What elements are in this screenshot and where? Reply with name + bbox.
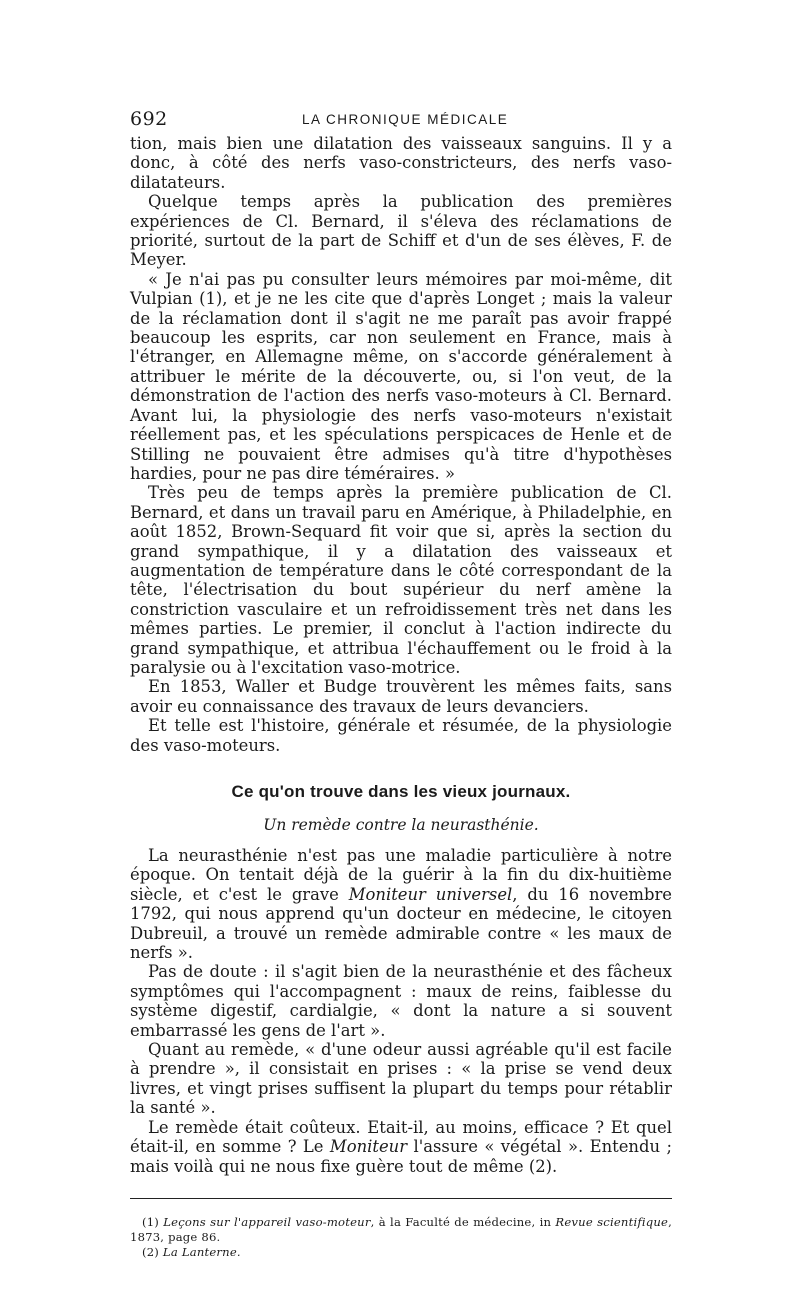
section-p1-text-b: , du 16 novembre 1792, qui nous apprend qu'un docteur en médecine, le citoyen Dubreuil, a trouvé un remède admirable contre « les maux de nerfs ». [130,884,672,963]
footnote-1-mid: , à la Faculté de médecine, in [370,1214,556,1229]
section-p1-italic: Moniteur universel [348,884,513,904]
paragraph-2: Quelque temps après la publication des premières expériences de Cl. Bernard, il s'éleva des réclamations de priorité, surtout de la part de Schiff et d'un de ses élèves, F. de Meyer. [130,192,672,270]
section-paragraph-1 [130,846,672,962]
paragraph-6: Et telle est l'histoire, générale et résumée, de la physiologie des vaso-moteurs. [130,716,672,755]
section-body [130,846,672,1176]
running-title: LA CHRONIQUE MÉDICALE [302,112,509,127]
section-subtitle: Un remède contre la neurasthénie. [263,816,539,834]
footnotes [130,1215,672,1260]
section-p4-italic: Moniteur [329,1137,408,1157]
footnote-1-journal: Revue scientifique [555,1214,669,1229]
paragraph-3: « Je n'ai pas pu consulter leurs mémoires par moi-même, dit Vulpian (1), et je ne les cite que d'après Longet ; mais la valeur de la réclamation dont il s'agit ne me paraît pas avoir frappé beaucoup les esprits, car non seulement en France, mais à l'étranger, en Allemagne même, on s'accorde généralement à attribuer le mérite de la découverte, ou, si l'on veut, de la démonstration de l'action des nerfs vaso-moteurs à Cl. Bernard. Avant lui, la physiologie des nerfs vaso-moteurs n'existait réellement pas, et les spéculations perspicaces de Henle et de Stilling ne pouvaient être admises qu'à titre d'hypothèses hardies, pour ne pas dire téméraires. » [130,269,672,483]
body-text [130,134,672,755]
section-p4-text-b: l'assure « végétal ». Entendu ; mais voilà qui ne nous fixe guère tout de même (2). [130,1137,672,1176]
paragraph-4: Très peu de temps après la première publication de Cl. Bernard, et dans un travail paru en Amérique, à Philadelphie, en août 1852, Brown-Sequard fit voir que si, après la section du grand sympathique, il y a dilatation des vaisseaux et augmentation de température dans le côté correspondant de la tête, l'électrisation du bout supérieur du nerf amène la constriction vasculaire et un refroidissement très net dans les mêmes parties. Le premier, il conclut à l'action indirecte du grand sympathique, et attribua l'échauffement ou le froid à la paralysie ou à l'excitation vaso-motrice. [130,483,672,677]
paragraph-1: tion, mais bien une dilatation des vaisseaux sanguins. Il y a donc, à côté des nerfs vaso-constricteurs, des nerfs vaso-dilatateurs. [130,134,672,192]
running-head [130,108,672,134]
footnote-rule [130,1198,672,1199]
footnote-1-end: , 1873, page 86. [130,1214,672,1244]
footnote-1-number: (1) [142,1214,164,1229]
footnote-2 [130,1245,672,1260]
section-heading: Ce qu'on trouve dans les vieux journaux. [231,782,571,801]
section-paragraph-2: Pas de doute : il s'agit bien de la neurasthénie et des fâcheux symptômes qui l'accompagnent : maux de reins, faiblesse du système digestif, cardialgie, « dont la nature a si souvent embarrassé les gens de l'art ». [130,962,672,1040]
section-p1-text-a: La neurasthénie n'est pas une maladie particulière à notre époque. On tentait déjà de la guérir à la fin du dix-huitième siècle, et c'est le grave [130,846,672,904]
section-paragraph-4 [130,1118,672,1176]
section-paragraph-3: Quant au remède, « d'une odeur aussi agréable qu'il est facile à prendre », il consistait en prises : « la prise se vend deux livres, et vingt prises suffisent la plupart du temps pour rétablir la santé ». [130,1040,672,1118]
page-number: 692 [130,108,168,130]
footnote-2-title: La Lanterne. [162,1244,241,1259]
paragraph-5: En 1853, Waller et Budge trouvèrent les mêmes faits, sans avoir eu connaissance des travaux de leurs devanciers. [130,677,672,716]
footnote-2-number: (2) [142,1244,163,1259]
section-p4-text-a: Le remède était coûteux. Etait-il, au moins, efficace ? Et quel était-il, en somme ? Le [130,1117,672,1157]
document-page [130,108,672,1260]
footnote-1 [130,1215,672,1245]
footnote-1-title: Leçons sur l'appareil vaso-moteur [163,1214,371,1229]
